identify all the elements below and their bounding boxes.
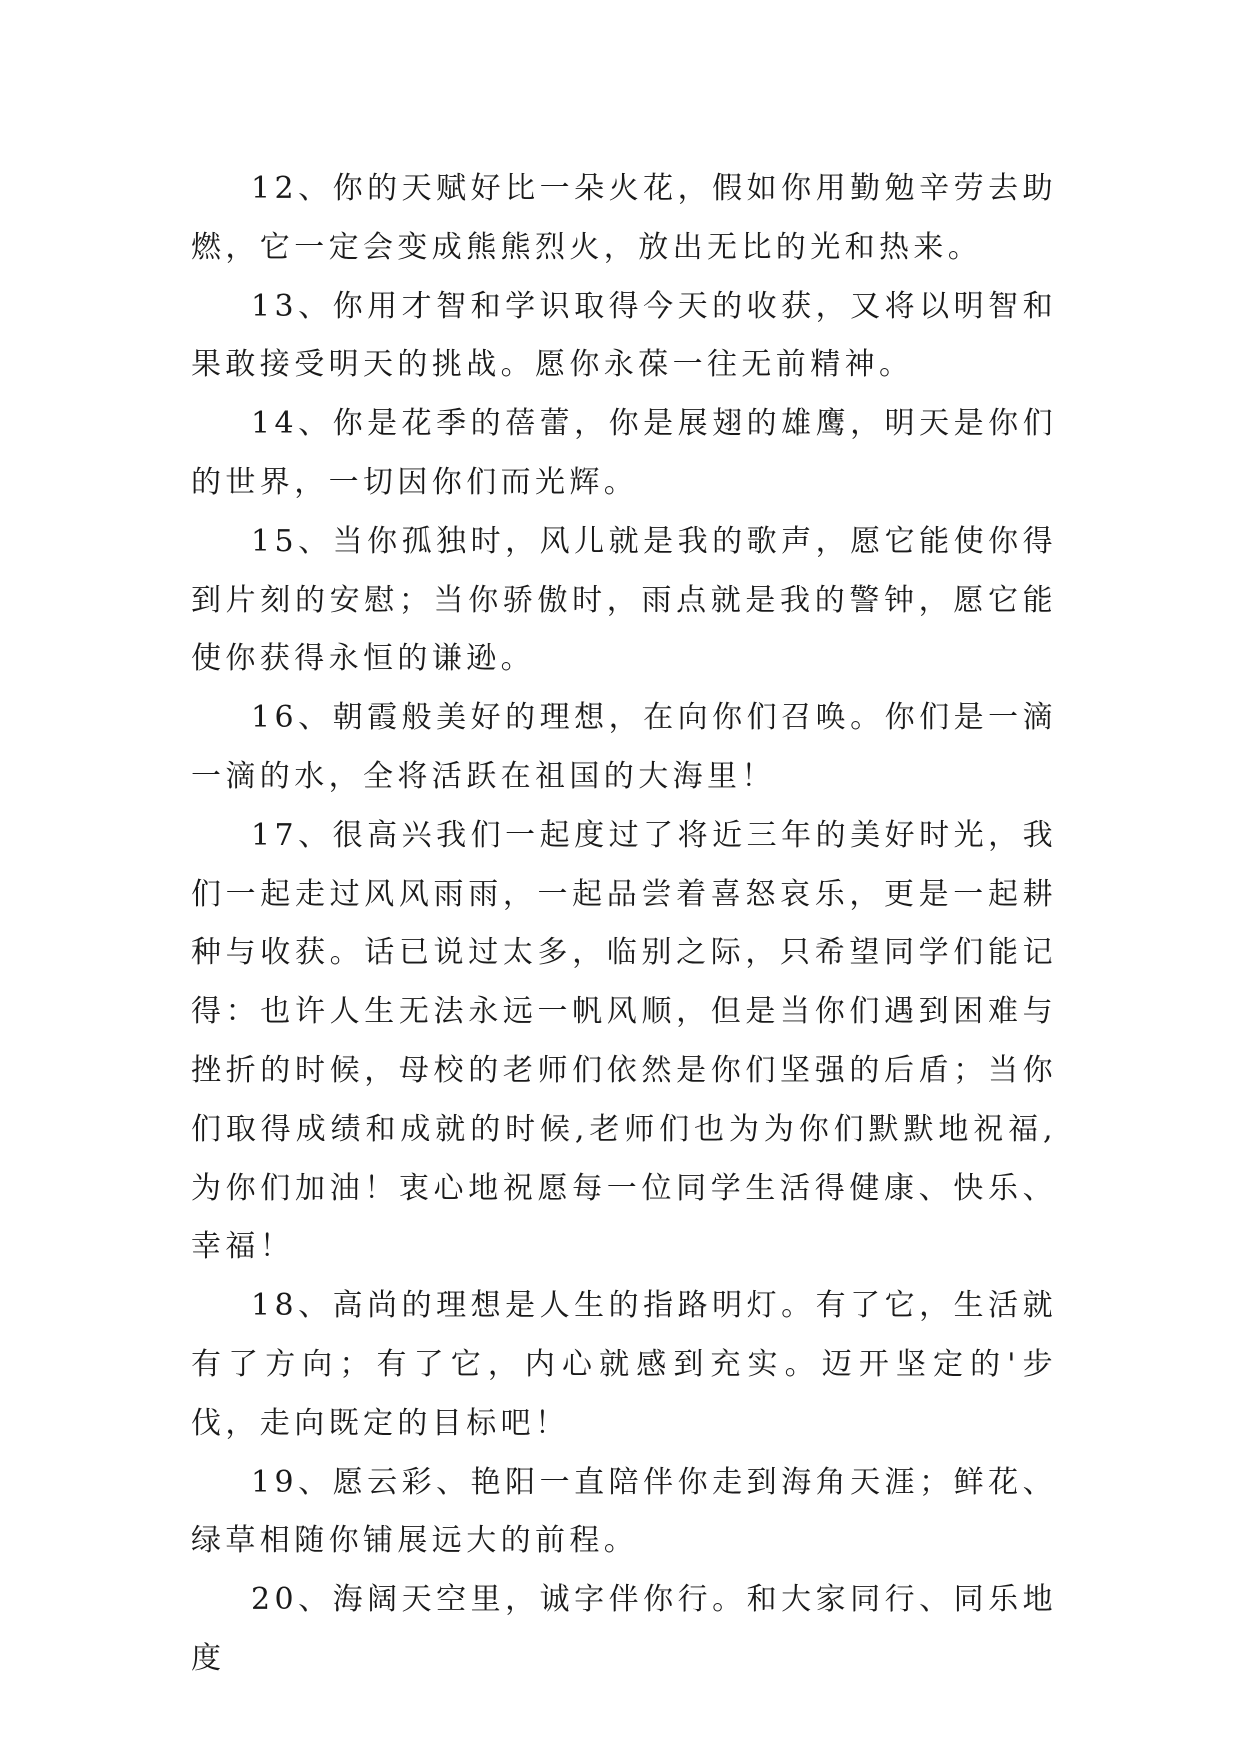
paragraph-13: 13、你用才智和学识取得今天的收获，又将以明智和果敢接受明天的挑战。愿你永葆一往无前精神。 [191,288,1057,383]
paragraph-12: 12、你的天赋好比一朵火花，假如你用勤勉辛劳去助燃，它一定会变成熊熊烈火，放出无比的光和热来。 [191,171,1057,265]
paragraph-18: 18、高尚的理想是人生的指路明灯。有了它，生活就有了方向；有了它，内心就感到充实。迈开坚定的'步伐，走向既定的目标吧！ [191,1288,1057,1441]
paragraph-15: 15、当你孤独时，风儿就是我的歌声，愿它能使你得到片刻的安慰；当你骄傲时，雨点就是我的警钟，愿它能使你获得永恒的谦逊。 [191,523,1057,677]
paragraph-16: 16、朝霞般美好的理想，在向你们召唤。你们是一滴一滴的水，全将活跃在祖国的大海里！ [191,700,1057,794]
document-body [191,160,1057,1689]
paragraph-14: 14、你是花季的蓓蕾，你是展翅的雄鹰，明天是你们的世界，一切因你们而光辉。 [191,406,1057,500]
paragraph-19: 19、愿云彩、艳阳一直陪伴你走到海角天涯；鲜花、绿草相随你铺展远大的前程。 [191,1464,1057,1559]
paragraph-20: 20、海阔天空里，诚字伴你行。和大家同行、同乐地度 [191,1582,1057,1676]
paragraph-17: 17、很高兴我们一起度过了将近三年的美好时光，我们一起走过风风雨雨，一起品尝着喜怒哀乐，更是一起耕种与收获。话已说过太多，临别之际，只希望同学们能记得：也许人生无法永远一帆风顺，但是当你们遇到困难与挫折的时候，母校的老师们依然是你们坚强的后盾；当你们取得成绩和成就的时候,老师们也为为你们默默地祝福,为你们加油！衷心地祝愿每一位同学生活得健康、快乐、幸福！ [191,817,1057,1265]
